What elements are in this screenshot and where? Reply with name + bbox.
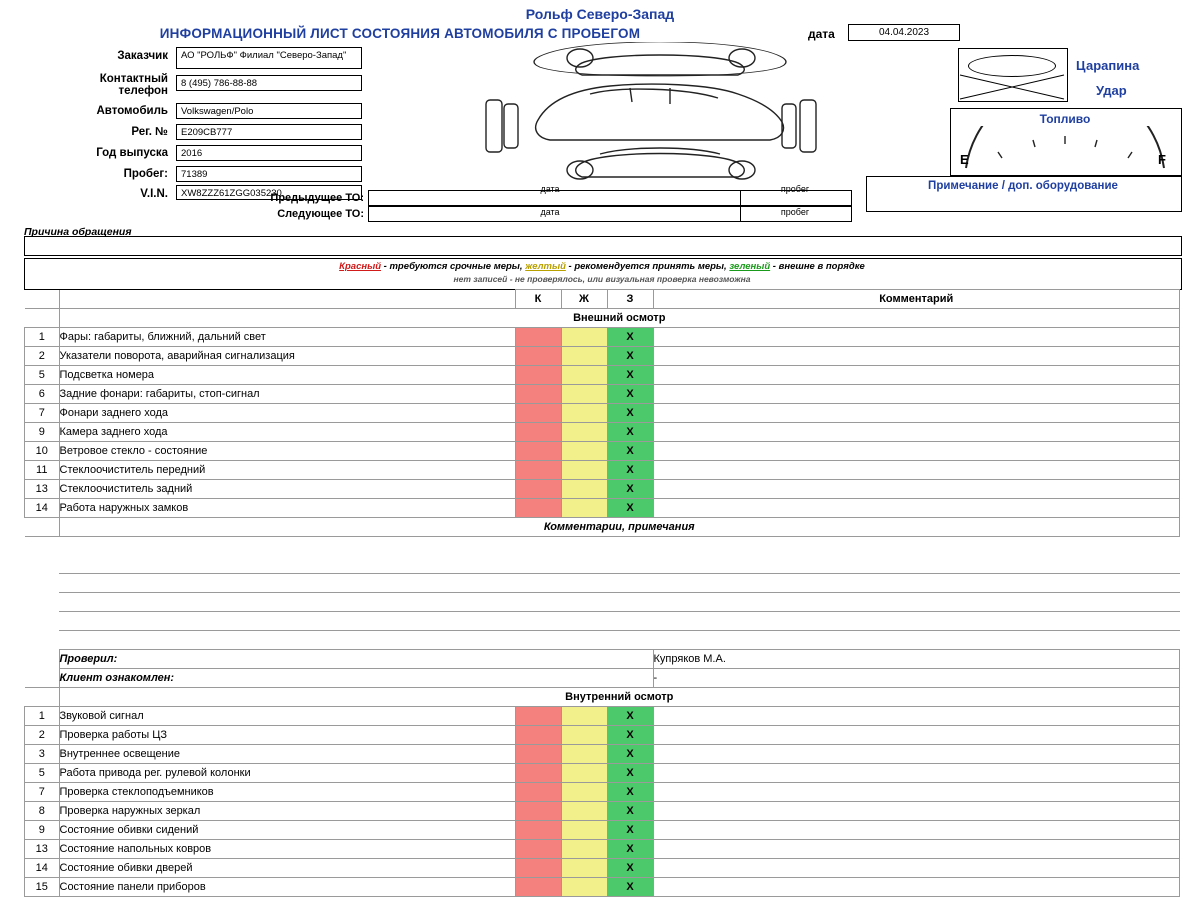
row-comment[interactable] bbox=[653, 859, 1180, 878]
fuel-empty-label: E bbox=[960, 152, 969, 167]
comment-line[interactable] bbox=[59, 574, 1180, 593]
table-row bbox=[25, 840, 1180, 859]
cell-red[interactable] bbox=[515, 423, 561, 442]
cell-red[interactable] bbox=[515, 764, 561, 783]
date-field[interactable]: 04.04.2023 bbox=[848, 24, 960, 41]
label-customer: Заказчик bbox=[117, 50, 168, 62]
table-row bbox=[25, 366, 1180, 385]
cell-red[interactable] bbox=[515, 802, 561, 821]
row-number: 10 bbox=[25, 442, 60, 461]
checked-by-value[interactable]: Купряков М.А. bbox=[653, 650, 1180, 669]
row-name: Стеклоочиститель задний bbox=[59, 480, 515, 499]
row-comment[interactable] bbox=[653, 707, 1180, 726]
cell-yellow[interactable] bbox=[561, 707, 607, 726]
cell-red[interactable] bbox=[515, 366, 561, 385]
client-ack-value[interactable]: - bbox=[653, 669, 1180, 688]
cell-red[interactable] bbox=[515, 385, 561, 404]
color-key-line2: нет записей - не проверялось, или визуальная проверка невозможна bbox=[453, 274, 751, 284]
section-header-internal bbox=[25, 688, 1180, 707]
cell-green[interactable]: X bbox=[607, 802, 653, 821]
table-row bbox=[25, 878, 1180, 897]
table-row bbox=[25, 499, 1180, 518]
inspection-table bbox=[24, 289, 1180, 897]
cell-red[interactable] bbox=[515, 707, 561, 726]
cell-red[interactable] bbox=[515, 821, 561, 840]
cell-yellow[interactable] bbox=[561, 480, 607, 499]
fuel-title: Топливо bbox=[1039, 112, 1091, 126]
cell-yellow[interactable] bbox=[561, 783, 607, 802]
table-row bbox=[25, 783, 1180, 802]
cell-yellow[interactable] bbox=[561, 423, 607, 442]
cell-yellow[interactable] bbox=[561, 366, 607, 385]
key-red-word: Красный bbox=[339, 261, 382, 272]
cell-yellow[interactable] bbox=[561, 499, 607, 518]
table-row bbox=[25, 442, 1180, 461]
col-header-k: К bbox=[515, 290, 561, 309]
table-row bbox=[25, 821, 1180, 840]
cell-yellow[interactable] bbox=[561, 442, 607, 461]
row-comment[interactable] bbox=[653, 461, 1180, 480]
cell-yellow[interactable] bbox=[561, 745, 607, 764]
client-ack-row bbox=[25, 669, 1180, 688]
row-comment[interactable] bbox=[653, 423, 1180, 442]
cell-green[interactable]: X bbox=[607, 480, 653, 499]
field-reg[interactable]: E209СВ777 bbox=[176, 124, 362, 140]
cell-yellow[interactable] bbox=[561, 404, 607, 423]
row-name: Состояние обивки сидений bbox=[59, 821, 515, 840]
date-label: дата bbox=[808, 27, 835, 41]
cell-yellow[interactable] bbox=[561, 859, 607, 878]
row-name: Задние фонари: габариты, стоп-сигнал bbox=[59, 385, 515, 404]
cell-red[interactable] bbox=[515, 840, 561, 859]
label-year: Год выпуска bbox=[96, 147, 168, 159]
section-title-internal: Внутренний осмотр bbox=[59, 688, 1180, 707]
row-name: Работа привода рег. рулевой колонки bbox=[59, 764, 515, 783]
table-row bbox=[25, 347, 1180, 366]
row-number: 11 bbox=[25, 461, 60, 480]
cell-green[interactable]: X bbox=[607, 878, 653, 897]
cell-yellow[interactable] bbox=[561, 347, 607, 366]
cell-red[interactable] bbox=[515, 328, 561, 347]
cell-green[interactable]: X bbox=[607, 764, 653, 783]
label-next-service: Следующее ТО: bbox=[277, 208, 364, 220]
row-number: 1 bbox=[25, 328, 60, 347]
table-row bbox=[25, 423, 1180, 442]
label-reg: Рег. № bbox=[131, 126, 168, 138]
comment-line[interactable] bbox=[59, 593, 1180, 612]
row-name: Внутреннее освещение bbox=[59, 745, 515, 764]
cell-yellow[interactable] bbox=[561, 328, 607, 347]
col-header-comment: Комментарий bbox=[653, 290, 1180, 309]
comment-line-row bbox=[25, 555, 1180, 574]
comment-line-row bbox=[25, 537, 1180, 556]
cell-red[interactable] bbox=[515, 878, 561, 897]
cell-green[interactable]: X bbox=[607, 385, 653, 404]
comments-title: Комментарии, примечания bbox=[59, 518, 1180, 537]
row-name: Ветровое стекло - состояние bbox=[59, 442, 515, 461]
label-prev-service: Предыдущее ТО: bbox=[270, 192, 364, 204]
row-number: 7 bbox=[25, 404, 60, 423]
cell-yellow[interactable] bbox=[561, 726, 607, 745]
legend-hit-label: Удар bbox=[1096, 83, 1127, 98]
legend-scratch-label: Царапина bbox=[1076, 58, 1140, 73]
cell-green[interactable]: X bbox=[607, 461, 653, 480]
section-title-external: Внешний осмотр bbox=[59, 309, 1180, 328]
comment-line-row bbox=[25, 593, 1180, 612]
field-vin[interactable]: XW8ZZZ61ZGG035230 bbox=[176, 185, 362, 200]
row-comment[interactable] bbox=[653, 840, 1180, 859]
label-auto: Автомобиль bbox=[96, 105, 168, 117]
comment-line[interactable] bbox=[59, 555, 1180, 574]
row-number: 3 bbox=[25, 745, 60, 764]
cell-red[interactable] bbox=[515, 404, 561, 423]
row-number: 7 bbox=[25, 783, 60, 802]
table-row bbox=[25, 764, 1180, 783]
cell-green[interactable]: X bbox=[607, 328, 653, 347]
label-mileage: Пробег: bbox=[123, 168, 168, 180]
row-name: Состояние напольных ковров bbox=[59, 840, 515, 859]
row-comment[interactable] bbox=[653, 442, 1180, 461]
row-name: Состояние панели приборов bbox=[59, 878, 515, 897]
row-name: Звуковой сигнал bbox=[59, 707, 515, 726]
comment-line-row bbox=[25, 574, 1180, 593]
cell-yellow[interactable] bbox=[561, 821, 607, 840]
table-row bbox=[25, 461, 1180, 480]
row-number: 13 bbox=[25, 480, 60, 499]
hit-icon bbox=[958, 74, 1066, 100]
key-yellow-word: желтый bbox=[525, 261, 566, 272]
field-mileage[interactable]: 71389 bbox=[176, 166, 362, 182]
row-comment[interactable] bbox=[653, 385, 1180, 404]
cell-green[interactable]: X bbox=[607, 347, 653, 366]
table-row bbox=[25, 726, 1180, 745]
fuel-full-label: F bbox=[1158, 152, 1166, 167]
row-number: 2 bbox=[25, 347, 60, 366]
cell-red[interactable] bbox=[515, 726, 561, 745]
field-customer[interactable]: АО "РОЛЬФ" Филиал "Северо-Запад" bbox=[176, 47, 362, 69]
row-comment[interactable] bbox=[653, 802, 1180, 821]
row-comment[interactable] bbox=[653, 404, 1180, 423]
reason-label: Причина обращения bbox=[24, 226, 132, 238]
cell-green[interactable]: X bbox=[607, 840, 653, 859]
cell-yellow[interactable] bbox=[561, 802, 607, 821]
row-comment[interactable] bbox=[653, 878, 1180, 897]
client-ack-label: Клиент ознакомлен: bbox=[59, 669, 653, 688]
comment-line-row bbox=[25, 631, 1180, 650]
fuel-gauge-arc bbox=[958, 126, 1172, 175]
row-number: 1 bbox=[25, 707, 60, 726]
cell-green[interactable]: X bbox=[607, 783, 653, 802]
col-header-z: З bbox=[607, 290, 653, 309]
row-name: Фары: габариты, ближний, дальний свет bbox=[59, 328, 515, 347]
table-row bbox=[25, 707, 1180, 726]
row-name: Состояние обивки дверей bbox=[59, 859, 515, 878]
cell-red[interactable] bbox=[515, 442, 561, 461]
row-number: 5 bbox=[25, 366, 60, 385]
table-row bbox=[25, 802, 1180, 821]
section-header-external bbox=[25, 309, 1180, 328]
table-row bbox=[25, 480, 1180, 499]
row-comment[interactable] bbox=[653, 480, 1180, 499]
row-number: 14 bbox=[25, 859, 60, 878]
car-diagram bbox=[470, 42, 850, 182]
row-comment[interactable] bbox=[653, 366, 1180, 385]
checked-by-row bbox=[25, 650, 1180, 669]
table-row bbox=[25, 385, 1180, 404]
table-row bbox=[25, 328, 1180, 347]
row-comment[interactable] bbox=[653, 745, 1180, 764]
caption-date-bottom: дата bbox=[540, 207, 560, 217]
row-number: 6 bbox=[25, 385, 60, 404]
table-row bbox=[25, 859, 1180, 878]
row-comment[interactable] bbox=[653, 821, 1180, 840]
key-green-word: зеленый bbox=[729, 261, 771, 272]
field-auto[interactable]: Volkswagen/Polo bbox=[176, 103, 362, 119]
row-name: Проверка наружных зеркал bbox=[59, 802, 515, 821]
label-phone: Контактный телефон bbox=[99, 73, 168, 97]
cell-green[interactable]: X bbox=[607, 745, 653, 764]
caption-mileage-bottom: пробег bbox=[780, 207, 810, 217]
cell-yellow[interactable] bbox=[561, 878, 607, 897]
field-year[interactable]: 2016 bbox=[176, 145, 362, 161]
row-comment[interactable] bbox=[653, 328, 1180, 347]
cell-yellow[interactable] bbox=[561, 385, 607, 404]
cell-green[interactable]: X bbox=[607, 404, 653, 423]
cell-green[interactable]: X bbox=[607, 423, 653, 442]
row-number: 9 bbox=[25, 423, 60, 442]
cell-green[interactable]: X bbox=[607, 821, 653, 840]
cell-red[interactable] bbox=[515, 461, 561, 480]
cell-red[interactable] bbox=[515, 347, 561, 366]
table-head-row bbox=[25, 290, 1180, 309]
table-row bbox=[25, 404, 1180, 423]
key-green-text: - внешне в порядке bbox=[770, 261, 865, 272]
row-comment[interactable] bbox=[653, 347, 1180, 366]
comments-header-row bbox=[25, 518, 1180, 537]
company-title: Рольф Северо-Запад bbox=[525, 6, 675, 22]
row-number: 8 bbox=[25, 802, 60, 821]
row-name: Стеклоочиститель передний bbox=[59, 461, 515, 480]
cell-red[interactable] bbox=[515, 859, 561, 878]
cell-yellow[interactable] bbox=[561, 840, 607, 859]
cell-green[interactable]: X bbox=[607, 499, 653, 518]
row-comment[interactable] bbox=[653, 783, 1180, 802]
row-name: Проверка работы ЦЗ bbox=[59, 726, 515, 745]
label-vin: V.I.N. bbox=[140, 188, 168, 200]
cell-red[interactable] bbox=[515, 745, 561, 764]
row-number: 5 bbox=[25, 764, 60, 783]
row-comment[interactable] bbox=[653, 499, 1180, 518]
cell-green[interactable]: X bbox=[607, 366, 653, 385]
key-yellow-text: - рекомендуется принять меры, bbox=[565, 261, 730, 272]
row-comment[interactable] bbox=[653, 726, 1180, 745]
row-name: Работа наружных замков bbox=[59, 499, 515, 518]
document-title: ИНФОРМАЦИОННЫЙ ЛИСТ СОСТОЯНИЯ АВТОМОБИЛЯ С ПРОБЕГОМ bbox=[159, 26, 641, 41]
row-number: 9 bbox=[25, 821, 60, 840]
col-header-zh: Ж bbox=[561, 290, 607, 309]
key-red-text: - требуются срочные меры, bbox=[381, 261, 526, 272]
caption-mileage-top: пробег bbox=[780, 184, 810, 194]
comment-line[interactable] bbox=[59, 612, 1180, 631]
cell-yellow[interactable] bbox=[561, 461, 607, 480]
cell-yellow[interactable] bbox=[561, 764, 607, 783]
row-name: Подсветка номера bbox=[59, 366, 515, 385]
cell-red[interactable] bbox=[515, 480, 561, 499]
row-name: Камера заднего хода bbox=[59, 423, 515, 442]
reason-field[interactable] bbox=[24, 236, 1182, 256]
field-phone[interactable]: 8 (495) 786-88-88 bbox=[176, 75, 362, 91]
cell-red[interactable] bbox=[515, 783, 561, 802]
row-name: Проверка стеклоподъемников bbox=[59, 783, 515, 802]
row-name: Фонари заднего хода bbox=[59, 404, 515, 423]
comment-line-row bbox=[25, 612, 1180, 631]
cell-green[interactable]: X bbox=[607, 442, 653, 461]
color-key-line1 bbox=[24, 261, 1180, 272]
cell-red[interactable] bbox=[515, 499, 561, 518]
cell-green[interactable]: X bbox=[607, 859, 653, 878]
caption-date-top: дата bbox=[540, 184, 560, 194]
checked-by-label: Проверил: bbox=[59, 650, 653, 669]
cell-green[interactable]: X bbox=[607, 726, 653, 745]
note-title: Примечание / доп. оборудование bbox=[928, 180, 1118, 192]
row-number: 13 bbox=[25, 840, 60, 859]
table-row bbox=[25, 745, 1180, 764]
row-number: 15 bbox=[25, 878, 60, 897]
comment-line[interactable] bbox=[59, 631, 1180, 650]
cell-green[interactable]: X bbox=[607, 707, 653, 726]
row-name: Указатели поворота, аварийная сигнализация bbox=[59, 347, 515, 366]
row-number: 14 bbox=[25, 499, 60, 518]
row-comment[interactable] bbox=[653, 764, 1180, 783]
row-number: 2 bbox=[25, 726, 60, 745]
